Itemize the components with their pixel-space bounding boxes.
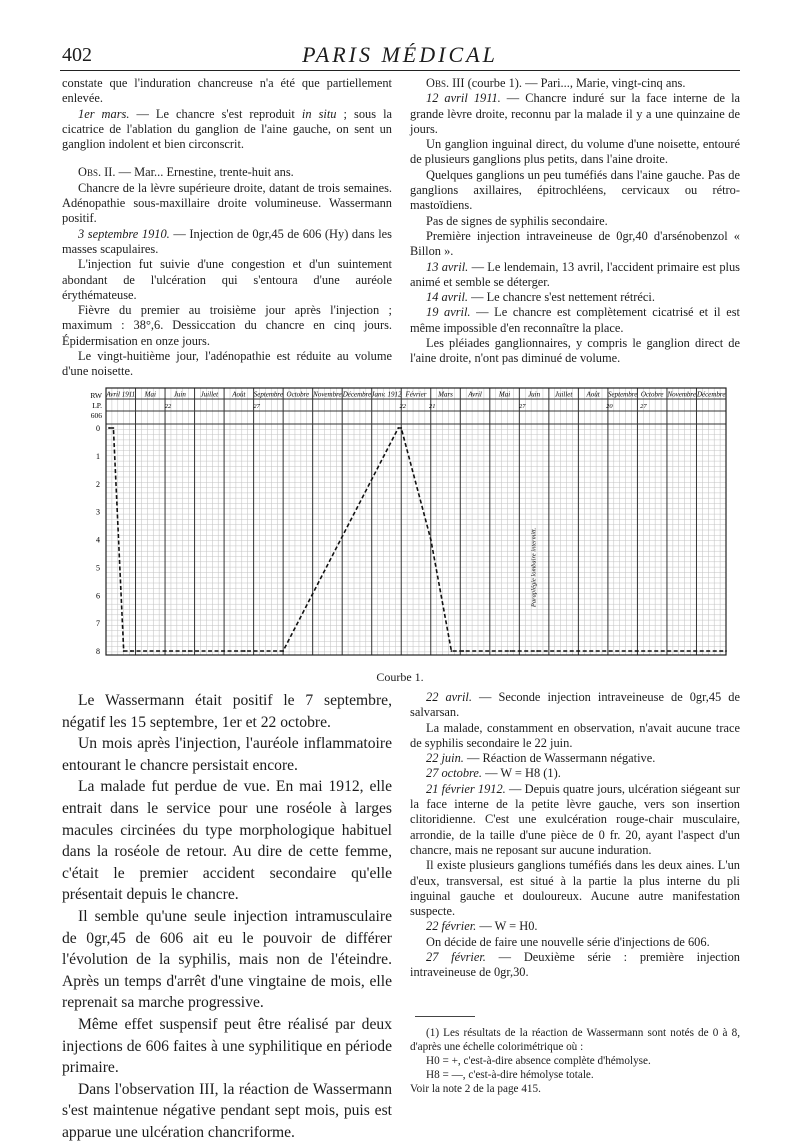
day-mark: 22	[164, 403, 172, 410]
footnote-line: Voir la note 2 de la page 415.	[410, 1083, 541, 1095]
footnote	[410, 1026, 740, 1096]
month-label: Juillet	[554, 390, 573, 399]
y-tick-label: 7	[96, 619, 100, 629]
y-tick-label: 1	[96, 451, 100, 461]
paragraph: Première injection intraveineuse de 0gr,40 d'arsénobenzol « Billon ».	[410, 228, 740, 259]
text: — Le lendemain, 13 avril, l'accident primaire est plus animé et semble se déterger.	[410, 259, 740, 289]
y-tick-label: 0	[96, 424, 100, 433]
day-mark: 27	[253, 403, 260, 410]
paragraph: On décide de faire une nouvelle série d'injections de 606.	[426, 934, 710, 949]
paragraph: Le vingt-huitième jour, l'adénopathie est réduite au volume d'une noisette.	[62, 349, 392, 379]
date: 22 juin.	[426, 751, 464, 766]
text: — W = H0.	[476, 919, 538, 934]
text: in situ	[301, 106, 337, 121]
series-point	[510, 650, 512, 652]
y-tick-label: 3	[96, 507, 100, 517]
series-point	[451, 650, 453, 652]
chart-annotation: Paraplégie lombaire intermitt.	[530, 527, 538, 608]
month-label: Septembre	[608, 390, 638, 399]
month-label: Avril 1911	[106, 390, 136, 399]
month-label: Avril	[468, 390, 482, 399]
month-label: Décembre	[342, 390, 372, 399]
series-point	[188, 650, 190, 652]
month-label: Mai	[498, 390, 511, 399]
paragraph	[410, 690, 740, 721]
text: — Chancre induré sur la face interne de la grande lèvre droite, reconnu par la malade il y a une quinzaine de jours.	[410, 91, 741, 136]
month-label: Novembre	[313, 390, 342, 399]
journal-title: PARIS MÉDICAL	[302, 42, 498, 67]
month-label: Août	[232, 390, 246, 399]
series-point	[130, 650, 132, 652]
text: — Réaction de Wassermann négative.	[463, 751, 656, 766]
row-label: RW	[90, 391, 102, 400]
paragraph: La malade fut perdue de vue. En mai 1912, elle entrait dans le service pour une roséole à larges macules circinées du type morphologique habituel dans la roséole de retour. Au dire de cette femme, c'était le premier accident secondaire qu'elle présentait depuis le chancre.	[62, 778, 392, 904]
paragraph: Un mois après l'injection, l'auréole inflammatoire entourant le chancre persistait encore.	[62, 735, 392, 774]
y-tick-label: 8	[96, 647, 100, 656]
month-label: Août	[586, 390, 600, 399]
paragraph	[410, 766, 740, 781]
date: 19 avril.	[426, 305, 471, 320]
month-label: Mai	[144, 390, 156, 399]
paragraph: Pas de signes de syphilis secondaire.	[426, 213, 608, 228]
date: 3 septembre 1910.	[78, 226, 170, 241]
day-mark: 21	[428, 403, 436, 410]
text: — W = H8 (1).	[481, 766, 561, 781]
month-label: Janv. 1912	[371, 390, 402, 399]
footnote-rule	[415, 1016, 475, 1017]
paragraph: Fièvre du premier au troisième jour après l'injection ; maximum : 38°,6. Dessiccation du chancre en cinq jours. Épidermisation en onze jours.	[62, 303, 392, 348]
month-label: Juin	[528, 390, 541, 399]
day-mark: 22	[399, 403, 406, 410]
date: 12 avril 1911.	[426, 91, 501, 106]
text: — Injection de 0gr,45 de 606 (Hy) dans les masses scapulaires.	[62, 226, 393, 256]
text: — Seconde injection intraveineuse de 0gr,45 de salvarsan.	[410, 690, 740, 720]
series-point	[400, 427, 402, 429]
month-label: Février	[405, 390, 427, 399]
y-tick-label: 4	[96, 535, 100, 545]
series-point	[725, 650, 727, 652]
month-label: Mars	[438, 390, 453, 399]
day-mark: 27	[519, 403, 526, 410]
paragraph: constate que l'induration chancreuse n'a été que partiellement enlevée.	[62, 76, 392, 106]
text: — Depuis quatre jours, ulcération siégeant sur la face interne de la petite lèvre gauche, vers son insertion clitoridienne. C'est une exulcération rouge-chair musculaire, arrondie, de la taille d'une pièce de 0 fr. 20, ayant l'aspect d'un chancre, mais ne reposant sur aucune induration.	[410, 781, 740, 857]
paragraph: Il existe plusieurs ganglions tuméfiés dans les deux aines. L'un d'eux, transversal, est situé à la partie la plus interne du pli inguinal gauche et douloureux. Aucune autre manifestation suspecte.	[410, 858, 740, 919]
text: — Deuxième série : première injection intraveineuse de 0gr,30.	[410, 950, 740, 980]
date: 13 avril.	[426, 259, 469, 274]
paragraph: Le Wassermann était positif le 7 septembre, négatif les 15 septembre, 1er et 22 octobre.	[62, 692, 392, 731]
series-point	[430, 539, 432, 541]
day-mark: 20	[606, 403, 613, 410]
date: 1er mars.	[78, 106, 130, 121]
paragraph: Dans l'observation III, la réaction de Wassermann s'est maintenue négative pendant sept mois, puis est apparue une ulcération chancriforme.	[62, 1080, 392, 1141]
month-label: Octobre	[640, 390, 664, 399]
left-bottom-column	[62, 690, 392, 1143]
y-tick-label: 2	[96, 479, 100, 489]
month-label: Juin	[173, 390, 186, 399]
series-point	[462, 650, 464, 652]
page-number: 402	[62, 44, 92, 66]
paragraph	[410, 751, 740, 766]
date: 21 février 1912.	[426, 781, 506, 796]
footnote-line: (1) Les résultats de la réaction de Wassermann sont notés de 0 à 8, d'après une échelle colorimétrique où :	[410, 1027, 740, 1053]
date: 27 octobre.	[426, 766, 482, 781]
footnote-line: H0 = +, c'est-à-dire absence complète d'hémolyse.	[426, 1055, 651, 1067]
text: — Le chancre s'est reproduit	[129, 106, 302, 121]
y-tick-label: 6	[96, 591, 100, 601]
row-label: LP.	[92, 401, 102, 410]
text: — Mar... Ernestine, trente-huit ans.	[115, 165, 294, 180]
series-point	[112, 427, 114, 429]
paragraph	[410, 950, 740, 981]
obs-label: Obs. III	[426, 76, 465, 90]
paragraph	[410, 782, 740, 858]
text: ; sous la cicatrice de l'ablation du ganglion de l'aine gauche, on sent un ganglion indolent et bien circonscrit.	[62, 106, 393, 152]
y-tick-label: 5	[96, 563, 100, 573]
date: 22 avril.	[426, 690, 472, 704]
series-point	[282, 650, 284, 652]
paragraph: L'injection fut suivie d'une congestion et d'un suintement abondant de l'ulcération qui s'entoura d'une auréole érythémateuse.	[62, 257, 392, 302]
text: (courbe 1). — Pari..., Marie, vingt-cinq ans.	[464, 76, 686, 90]
date: 22 février.	[426, 919, 477, 934]
date: 27 février.	[426, 950, 486, 965]
month-label: Juillet	[200, 390, 219, 399]
obs-label: Obs. II.	[78, 165, 116, 180]
series-point	[123, 650, 125, 652]
footnote-line: H8 = —, c'est-à-dire hémolyse totale.	[426, 1069, 594, 1081]
row-label: 606	[90, 411, 102, 420]
series-point	[108, 427, 110, 429]
paragraph: Chancre de la lèvre supérieure droite, datant de trois semaines. Adénopathie sous-maxillaire droite volumineuse. Wassermann positif.	[62, 180, 392, 226]
paragraph: Les pléiades ganglionnaires, y compris le ganglion direct de l'aine droite, n'ont pas diminué de volume.	[410, 336, 740, 366]
paragraph: Quelques ganglions un peu tuméfiés dans l'aine gauche. Pas de ganglions axillaires, épitrochléens, cervicaux ou rétro-mastoïdiens.	[410, 167, 740, 213]
right-bottom-column	[410, 690, 740, 981]
paragraph: Un ganglion inguinal direct, du volume d'une noisette, entouré de plusieurs ganglions plus petits, dans l'aine droite.	[410, 137, 740, 167]
series-point	[397, 427, 399, 429]
paragraph: La malade, constamment en observation, n'avait aucune trace de syphilis secondaire le 22 juin.	[410, 720, 740, 750]
paragraph: Il semble qu'une seule injection intramusculaire de 0gr,45 de 606 ait eu le pouvoir de différer l'évolution de la syphilis, mais non de l'éteindre. Après un temps d'arrêt d'une vingtaine de mois, elle reprenait sa marche progressive.	[62, 907, 392, 1012]
month-label: Septembre	[253, 390, 284, 399]
paragraph	[410, 919, 740, 934]
month-label: Octobre	[286, 390, 310, 399]
series-point	[244, 650, 246, 652]
paragraph: Même effet suspensif peut être réalisé par deux injections de 606 faites à une syphilitique en période primaire.	[62, 1015, 392, 1077]
series-point	[536, 650, 538, 652]
month-label: Décembre	[696, 390, 726, 399]
date: 14 avril.	[426, 290, 468, 305]
series-line	[109, 428, 726, 651]
text: — Le chancre s'est nettement rétréci.	[468, 290, 655, 305]
text: — Le chancre est complètement cicatrisé et il est même impossible d'en reconnaître la place.	[410, 305, 740, 335]
chart-caption: Courbe 1.	[376, 670, 424, 684]
day-mark: 27	[640, 403, 647, 410]
month-label: Novembre	[667, 390, 696, 399]
